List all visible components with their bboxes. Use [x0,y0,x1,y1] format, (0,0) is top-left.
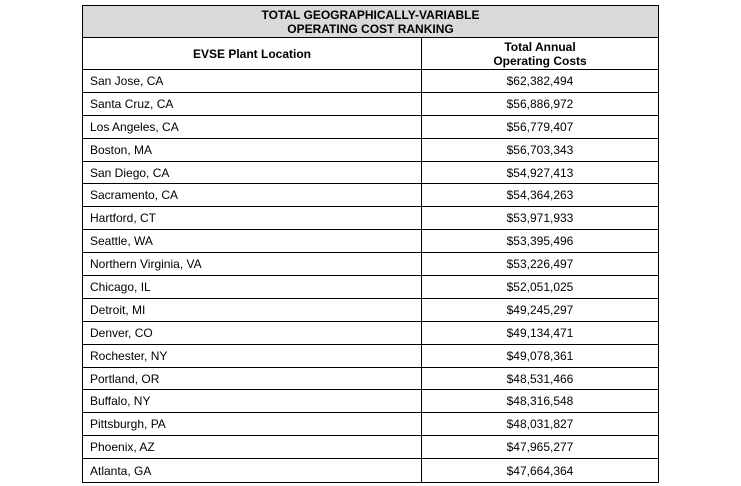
location-cell: Denver, CO [83,322,422,344]
table-row [83,299,658,322]
location-cell: Boston, MA [83,139,422,161]
location-cell: San Jose, CA [83,70,422,92]
cost-cell: $52,051,025 [506,279,574,294]
table-row [83,207,658,230]
location-cell: Seattle, WA [83,230,422,252]
table-row [83,116,658,139]
table-body [83,70,658,482]
cost-cell: $56,886,972 [506,96,574,111]
location-cell: Portland, OR [83,368,422,390]
table-row [83,139,658,162]
location-cell: Hartford, CT [83,207,422,229]
cost-cell: $47,664,364 [506,463,574,478]
table-row [83,253,658,276]
column-header-cost-line2: Operating Costs [493,53,587,68]
table-row [83,93,658,116]
table-title-line1: TOTAL GEOGRAPHICALLY-VARIABLE [261,7,480,22]
cost-cell: $48,031,827 [506,417,574,432]
table-row [83,162,658,185]
column-header-cost-line1: Total Annual [504,39,576,54]
cost-ranking-table [82,5,659,483]
location-cell: Detroit, MI [83,299,422,321]
cost-cell: $49,134,471 [506,325,574,340]
table-row [83,230,658,253]
cost-cell: $54,927,413 [506,165,574,180]
table-header-row [83,38,658,70]
location-cell: Atlanta, GA [83,459,422,482]
table-row [83,276,658,299]
location-cell: Pittsburgh, PA [83,413,422,435]
cost-cell: $62,382,494 [506,73,574,88]
location-cell: Chicago, IL [83,276,422,298]
table-row [83,413,658,436]
cost-cell: $48,531,466 [506,371,574,386]
location-cell: Phoenix, AZ [83,436,422,458]
cost-cell: $49,078,361 [506,348,574,363]
location-cell: Los Angeles, CA [83,116,422,138]
table-row [83,322,658,345]
location-cell: Santa Cruz, CA [83,93,422,115]
cost-cell: $47,965,277 [506,440,574,455]
location-cell: Rochester, NY [83,345,422,367]
cost-cell: $49,245,297 [506,302,574,317]
cost-cell: $54,364,263 [506,188,574,203]
column-header-cost [422,38,658,69]
cost-cell: $56,779,407 [506,119,574,134]
cost-cell: $53,395,496 [506,234,574,249]
column-header-location-label: EVSE Plant Location [192,46,312,61]
column-header-location [83,38,422,69]
location-cell: Northern Virginia, VA [83,253,422,275]
table-row [83,436,658,459]
table-title [83,6,658,38]
cost-cell: $53,971,933 [506,211,574,226]
table-row [83,345,658,368]
location-cell: Sacramento, CA [83,184,422,206]
table-row [83,459,658,482]
cost-cell: $56,703,343 [506,142,574,157]
location-cell: Buffalo, NY [83,390,422,412]
table-row [83,390,658,413]
cost-cell: $48,316,548 [506,394,574,409]
table-row [83,184,658,207]
table-row [83,70,658,93]
table-row [83,368,658,391]
cost-cell: $53,226,497 [506,257,574,272]
table-title-line2: OPERATING COST RANKING [287,21,454,36]
location-cell: San Diego, CA [83,162,422,184]
